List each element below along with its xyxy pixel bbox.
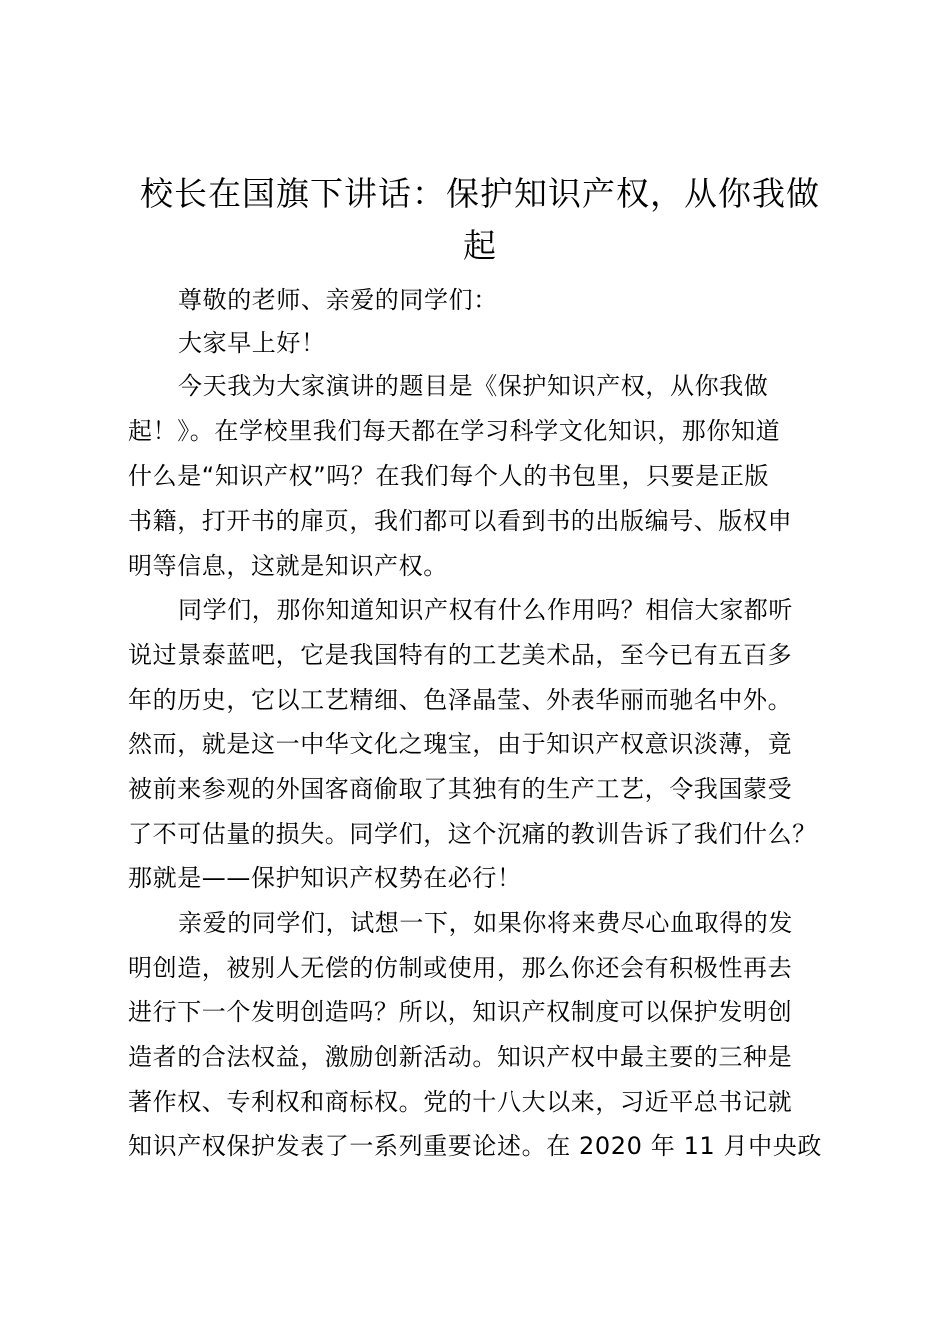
paragraph-3-line-4: 造者的合法权益，激励创新活动。知识产权中最主要的三种是 [128,1043,793,1071]
paragraph-1-line-1: 今天我为大家演讲的题目是《保护知识产权，从你我做 [178,372,769,400]
paragraph-2-line-1: 同学们，那你知道知识产权有什么作用吗？相信大家都听 [178,596,793,624]
title-line-1: 校长在国旗下讲话：保护知识产权，从你我做 [140,174,820,213]
paragraph-2-line-5: 被前来参观的外国客商偷取了其独有的生产工艺，令我国蒙受 [128,775,793,803]
paragraph-3-line-1: 亲爱的同学们，试想一下，如果你将来费尽心血取得的发 [178,909,793,937]
paragraph-1-line-2: 起！》。在学校里我们每天都在学习科学文化知识，那你知道 [128,417,781,445]
salutation-line: 尊敬的老师、亲爱的同学们： [178,286,498,314]
paragraph-3-line-3: 进行下一个发明创造吗？所以，知识产权制度可以保护发明创 [128,998,793,1026]
paragraph-1-line-3: 什么是“知识产权”吗？在我们每个人的书包里，只要是正版 [128,462,770,490]
paragraph-1-line-5: 明等信息，这就是知识产权。 [128,552,448,580]
paragraph-1-line-4: 书籍，打开书的扉页，我们都可以看到书的出版编号、版权申 [128,507,793,535]
document-title [110,168,850,272]
paragraph-2-line-3: 年的历史，它以工艺精细、色泽晶莹、外表华丽而驰名中外。 [128,686,793,714]
paragraph-2-line-6: 了不可估量的损失。同学们，这个沉痛的教训告诉了我们什么？ [128,820,817,848]
paragraph-3-line-5: 著作权、专利权和商标权。党的十八大以来，习近平总书记就 [128,1088,793,1116]
paragraph-3-line-2: 明创造，被别人无偿的仿制或使用，那么你还会有积极性再去 [128,954,793,982]
paragraph-2-line-7: 那就是——保护知识产权势在必行！ [128,864,522,892]
greeting-line: 大家早上好！ [178,329,326,357]
paragraph-3-line-6: 知识产权保护发表了一系列重要论述。在 2020 年 11 月中央政 [128,1132,822,1160]
paragraph-2-line-2: 说过景泰蓝吧，它是我国特有的工艺美术品，至今已有五百多 [128,641,793,669]
title-line-2: 起 [463,226,497,265]
paragraph-2-line-4: 然而，就是这一中华文化之瑰宝，由于知识产权意识淡薄，竟 [128,730,793,758]
